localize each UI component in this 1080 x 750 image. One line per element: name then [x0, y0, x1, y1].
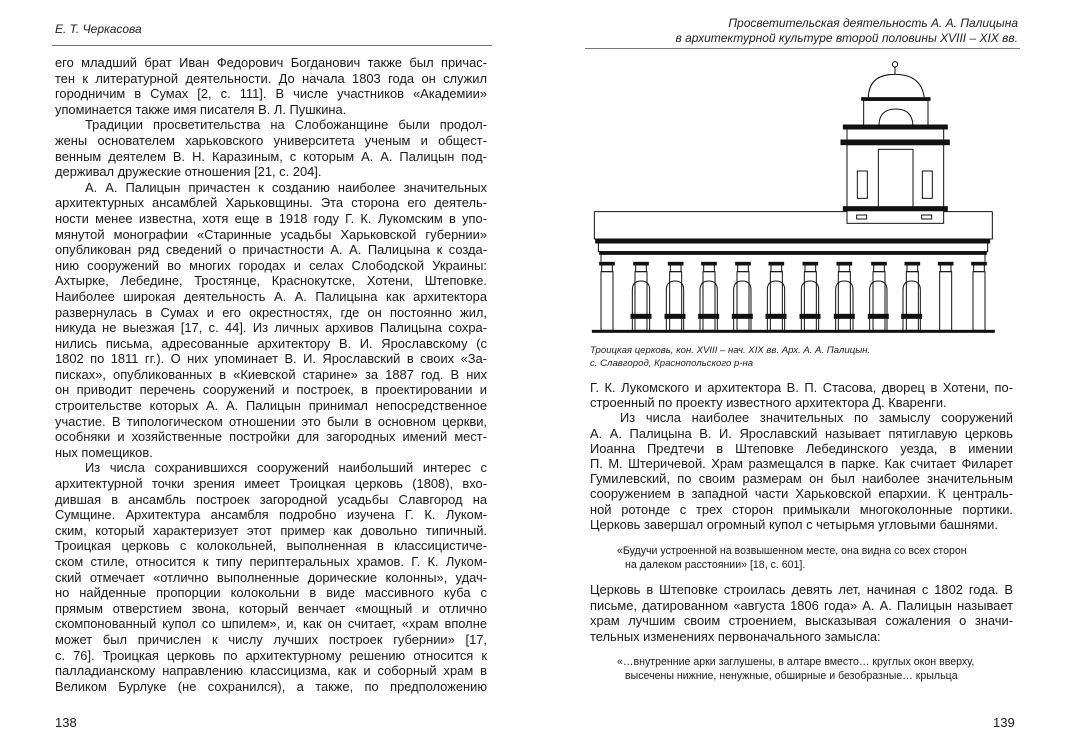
church-main-body	[592, 212, 994, 333]
text-line: скомпонованный купол со шпилем», и, как он считает, «храм вполне	[55, 616, 487, 632]
block-quote-1	[617, 544, 967, 572]
text-line: Традиции просветительства на Слобожанщине были продол-	[85, 117, 487, 133]
column-necking	[907, 265, 918, 272]
column-shaft	[804, 272, 816, 331]
running-header-author: Е. Т. Черкасова	[55, 22, 142, 36]
running-header-title	[676, 16, 1018, 46]
column-shaft	[770, 272, 782, 331]
text-line: упоминается также имя писателя В. Л. Пушкина.	[55, 101, 347, 117]
right-page-body	[590, 380, 1013, 532]
text-line: нились письма, адресованные архитектору В. И. Ярославскому (с	[55, 335, 487, 351]
church-elevation-drawing	[585, 55, 1005, 340]
column-shaft	[973, 272, 985, 331]
column-necking	[704, 265, 715, 272]
text-line: держивал дружеские отношения [21, с. 204].	[55, 164, 322, 180]
text-line: опубликован ряд сведений о причастности А. А. Палицына к созда-	[55, 242, 487, 258]
text-line: сооружением в западной части Харьковской епархии. К централь-	[590, 486, 1013, 502]
text-line: Иоанна Предтечи в Штеповке Лебединского уезда, в имении	[590, 440, 1013, 456]
text-line: но найденные пропорции колокольни в виде массивного куба с	[55, 585, 487, 601]
right-page-body-continued	[590, 582, 1013, 644]
colonnade	[600, 262, 987, 330]
column-shaft	[940, 272, 952, 331]
text-line: Церковь завершал огромный купол с четырьмя угловыми башнями.	[590, 516, 998, 532]
window-sill	[834, 314, 854, 318]
text-line: ском стиле, относится к типу периптеральных храмов. Г. К. Луком-	[55, 554, 487, 569]
arched-window	[734, 281, 751, 330]
text-line: Гумилевский, по своим размерам он был наиболее значительным	[590, 471, 1013, 487]
header-rule-right	[585, 48, 1020, 49]
column-shaft	[873, 272, 885, 331]
text-line: палладианскому направлению классицизма, как и соборный храм в	[55, 663, 487, 679]
quote-line: «…внутренние арки заглушены, в алтаре вместо… круглых окон вверху,	[617, 656, 975, 668]
column-necking	[839, 265, 850, 272]
text-line: особняки и хозяйственные постройки для загородных имений мест-	[55, 429, 487, 445]
arched-window	[903, 281, 920, 330]
text-line: писках», опубликованных в «Киевской старине» за 1887 год. В них	[55, 366, 487, 382]
text-line: храм лучшим своим строением, высказывая сожаления о значи-	[590, 613, 1013, 629]
text-line: Ахтырке, Лебедине, Тростянце, Краснокутске, Хотени, Штеповке.	[55, 273, 487, 289]
header-rule-left	[52, 45, 492, 46]
text-line: с. 76]. Троицкая церковь по архитектурному решению относится к	[55, 647, 487, 663]
text-line: жены основателем харьковского университета ученым и общест-	[55, 132, 487, 148]
window-sill	[665, 314, 685, 318]
page-number-left: 138	[55, 715, 77, 730]
text-line: Троицкая церковь с колокольней, выполненная в классицистиче-	[55, 538, 487, 554]
caption-line2: с. Славгород, Краснопольского р-на	[590, 358, 754, 369]
text-line: тельных изменениях первоначального замысла:	[590, 628, 881, 644]
text-line: мянутой монографии «Старинные усадьбы Харьковской губернии»	[55, 226, 487, 242]
column-shaft	[601, 272, 613, 331]
column-necking	[636, 265, 647, 272]
text-line: может был причислен к числу лучших построек губернии» [17,	[55, 631, 487, 647]
quote-line: на далеком расстоянии» [18, с. 601].	[625, 559, 806, 571]
column-necking	[940, 265, 951, 272]
arched-window	[870, 281, 887, 330]
text-line: архитектурной точки зрения имеет Троицкая церковь (1808), вхо-	[55, 476, 487, 492]
text-line: дившая в ансамбль построек загородной усадьбы Славгород на	[55, 491, 487, 507]
text-line: тен к литературной деятельности. До начала 1803 года он служил	[55, 70, 487, 86]
page-number-right: 139	[993, 715, 1015, 730]
window-sill	[766, 314, 786, 318]
column-necking	[805, 265, 816, 272]
text-line: Церковь в Штеповке строилась девять лет, начиная с 1802 года. В	[590, 582, 1013, 597]
text-line: П. М. Штеричевой. Храм размещался в парке. Как считает Филарет	[590, 455, 1013, 471]
figure-caption	[590, 344, 870, 370]
bell-tower	[841, 62, 949, 224]
text-line: Г. К. Лукомского и архитектора В. П. Стасова, дворец в Хотени, по-	[590, 380, 1013, 395]
column-necking	[670, 265, 681, 272]
text-line: Из числа наиболее значительных по замыслу сооружений	[620, 410, 1013, 426]
text-line: его младший брат Иван Федорович Богданович также был причас-	[55, 55, 487, 70]
window-sill	[800, 314, 820, 318]
header-title-line2: в архитектурной культуре второй половины XVIII – XIX вв.	[675, 31, 1018, 45]
column-shaft	[906, 272, 918, 331]
column-necking	[602, 265, 613, 272]
left-page-body	[55, 55, 487, 694]
text-line: строенный по проекту известного архитектора Д. Кваренги.	[590, 395, 947, 411]
window-sill	[631, 314, 651, 318]
text-line: письме, датированном «августа 1806 года» А. А. Палицын называет	[590, 597, 1013, 613]
text-line: архитектурных ансамблей Харьковщины. Эта сторона его деятель-	[55, 195, 487, 211]
window-sill	[699, 314, 719, 318]
column-shaft	[703, 272, 715, 331]
text-line: никуда не выезжая [17, с. 44]. Из личных архивов Палицына сохра-	[55, 320, 487, 336]
column-necking	[771, 265, 782, 272]
text-line: Сумщине. Архитектура ансамбля подробно изучена Г. К. Луком-	[55, 507, 487, 523]
text-line: развернулась в Сумах и его окрестностях, где он постоянно жил,	[55, 304, 487, 320]
text-line: ским, который характеризует этот пример как довольно типичный.	[55, 522, 487, 538]
column-shaft	[737, 272, 749, 331]
column-shaft	[838, 272, 850, 331]
text-line: венным деятелем В. Н. Каразиным, с которым А. А. Палицын под-	[55, 148, 487, 164]
window-sill	[902, 314, 922, 318]
text-line: Наиболее широкая деятельность А. А. Палицына как архитектора	[55, 288, 487, 304]
text-line: ности менее известна, хотя еще в 1918 году Г. К. Лукомским в упо-	[55, 210, 487, 226]
text-line: прямым отверстием звона, который венчает «мощный и отлично	[55, 600, 487, 616]
text-line: участие. В типологическом отношении это были в основном церкви,	[55, 413, 487, 429]
text-line: А. А. Палицына В. И. Ярославский называет пятиглавую церковь	[590, 425, 1013, 441]
column-necking	[738, 265, 749, 272]
window-sill	[868, 314, 888, 318]
column-necking	[974, 265, 985, 272]
column-shaft	[635, 272, 647, 331]
text-line: Из числа сохранившихся сооружений наибольший интерес с	[85, 460, 487, 476]
caption-line1: Троицкая церковь, кон. XVIII – нач. XIX вв. Арх. А. А. Палицын.	[590, 345, 871, 356]
block-quote-2	[617, 655, 974, 683]
text-line: А. А. Палицын причастен к созданию наиболее значительных	[85, 179, 487, 195]
text-line: ных помещиков.	[55, 444, 153, 460]
text-line: городничим в Сумах [2, с. 111]. В числе участников «Академии»	[55, 86, 487, 102]
arched-window	[666, 281, 683, 330]
text-line: строительстве которых А. А. Палицын принимал непосредственное	[55, 398, 487, 414]
header-title-line1: Просветительская деятельность А. А. Палицына	[728, 16, 1018, 30]
text-line: Великом Бурлуке (не сохранился), а также, по предположению	[55, 678, 487, 694]
column-shaft	[670, 272, 682, 331]
text-line: нию сооружений во многих городах и селах Слободской Украины:	[55, 257, 487, 273]
window-sill	[732, 314, 752, 318]
quote-line: «Будучи устроенной на возвышенном месте, она видна со всех сторон	[617, 545, 967, 557]
text-line: ский отмечает «отлично выполненные дорические колонны», удач-	[55, 569, 487, 585]
text-line: ной ротонде с трех сторон примыкали многоколонные портики.	[590, 501, 1013, 517]
text-line: 1802 по 1811 гг.). О них упоминает В. И. Ярославский в своих «За-	[55, 351, 487, 367]
text-line: он приводит перечень сооружений и построек, в проектировании и	[55, 382, 487, 398]
quote-line: высечены нижние, ненужные, обширные и безобразные… крыльца	[625, 670, 958, 682]
column-necking	[874, 265, 885, 272]
